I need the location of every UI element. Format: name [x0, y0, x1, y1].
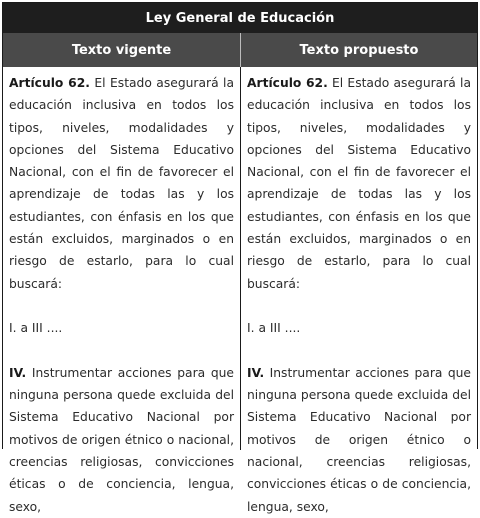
column-header-proposed: Texto propuesto: [240, 33, 477, 67]
table-row: [3, 67, 477, 514]
article-paragraph: [9, 72, 234, 295]
range-paragraph: I. a III ....: [247, 321, 301, 336]
article-label: Artículo 62.: [9, 76, 90, 90]
article-text: El Estado asegurará la educación inclusiva en todos los tipos, niveles, modalidades y opciones del Sistema Educativo Nacional, con el fin de favorecer el aprendizaje de todas las y los estudiantes, con énfasis en los que están excluidos, marginados o en riesgo de estarlo, para lo cual buscará:: [9, 76, 234, 291]
fraction-text: Instrumentar acciones para que ninguna persona quede excluida del Sistema Educativo Nacional por motivos de origen étnico o nacional, creencias religiosas, convicciones éticas o de conciencia, lengua, sexo,: [247, 365, 471, 514]
fraction-paragraph: [9, 362, 234, 518]
fraction-paragraph: [247, 362, 471, 518]
article-label: Artículo 62.: [247, 76, 328, 90]
fraction-label: IV.: [9, 365, 27, 380]
fraction-label: IV.: [247, 365, 265, 380]
cell-proposed-text: [240, 67, 477, 514]
table-title: Ley General de Educación: [3, 3, 477, 33]
header-row: [3, 33, 477, 67]
column-header-current: Texto vigente: [71, 42, 172, 58]
article-text: El Estado asegurará la educación inclusiva en todos los tipos, niveles, modalidades y opciones del Sistema Educativo Nacional, con el fin de favorecer el aprendizaje de todas las y los estudiantes, con énfasis en los que están excluidos, marginados o en riesgo de estarlo, para lo cual buscará:: [247, 76, 471, 291]
fraction-text: Instrumentar acciones para que ninguna persona quede excluida del Sistema Educativo Nacional por motivos de origen étnico o nacional, creencias religiosas, convicciones éticas o de conciencia, lengua, sexo,: [9, 365, 234, 514]
cell-current-text: [3, 67, 240, 514]
comparison-table: [2, 2, 478, 514]
range-paragraph: I. a III ....: [9, 321, 63, 336]
article-paragraph: [247, 72, 471, 295]
